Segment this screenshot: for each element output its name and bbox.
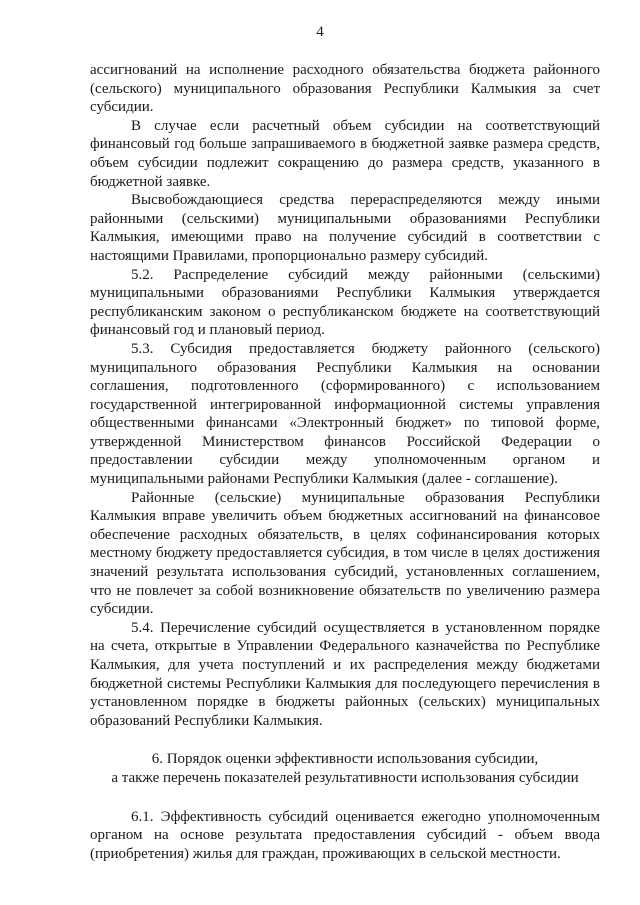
paragraph-5-3: 5.3. Субсидия предоставляется бюджету районного (сельского) муниципального образования Республики Калмыкия на основании соглашения, подготовленного (сформированного) с использованием государственной интегрированной информационной системы управления общественными финансами «Электронный бюджет» по типовой форме, утвержденной Министерством финансов Российской Федерации о предоставлении субсидии между уполномоченным органом и муниципальными районами Республики Калмыкия (далее - соглашение). — [90, 340, 600, 488]
section-heading-line-1: 6. Порядок оценки эффективности использования субсидии, — [151, 751, 539, 768]
section-heading-line-2: а также перечень показателей результативности использования субсидии — [111, 769, 579, 786]
paragraph-5-4: 5.4. Перечисление субсидий осуществляется в установленном порядке на счета, открытые в Управлении Федерального казначейства по Республике Калмыкия, для учета поступлений и их распределения между бюджетами бюджетной системы Республики Калмыкия для последующего перечисления в установленном порядке в бюджеты районных (сельских) муниципальных образований Республики Калмыкия. — [90, 619, 600, 729]
paragraph-continuation: ассигнований на исполнение расходного обязательства бюджета районного (сельского) муниципального образования Республики Калмыкия за счет субсидии. — [90, 62, 600, 116]
paragraph-budget-request: В случае если расчетный объем субсидии на соответствующий финансовый год больше запрашиваемого в бюджетной заявке размера средств, объем субсидии подлежит сокращению до размера средств, указанного в бюджетной заявке. — [90, 117, 600, 190]
paragraph-5-2: 5.2. Распределение субсидий между районными (сельскими) муниципальными образованиями Республики Калмыкия утверждается республиканским законом о республиканском бюджете на соответствующий финансовый год и плановый период. — [90, 266, 600, 339]
page-number: 4 — [316, 24, 324, 40]
paragraph-cofinancing: Районные (сельские) муниципальные образования Республики Калмыкия вправе увеличить объем бюджетных ассигнований на финансовое обеспечение расходных обязательств, в целях софинансирования которых местному бюджету предоставляется субсидия, в том числе в целях достижения значений результата использования субсидий, установленных соглашением, что не повлечет за собой возникновение обязательств по увеличению размера субсидии. — [90, 489, 600, 618]
document-body — [90, 61, 600, 863]
paragraph-6-1: 6.1. Эффективность субсидий оценивается ежегодно уполномоченным органом на основе результата предоставления субсидий - объем ввода (приобретения) жилья для граждан, проживающих в сельской местности. — [90, 808, 600, 862]
section-heading-6 — [90, 750, 600, 787]
paragraph-released-funds: Высвобождающиеся средства перераспределяются между иными районными (сельскими) муниципальными образованиями Республики Калмыкия, имеющими право на получение субсидий в соответствии с настоящими Правилами, пропорционально размеру субсидий. — [90, 192, 600, 264]
